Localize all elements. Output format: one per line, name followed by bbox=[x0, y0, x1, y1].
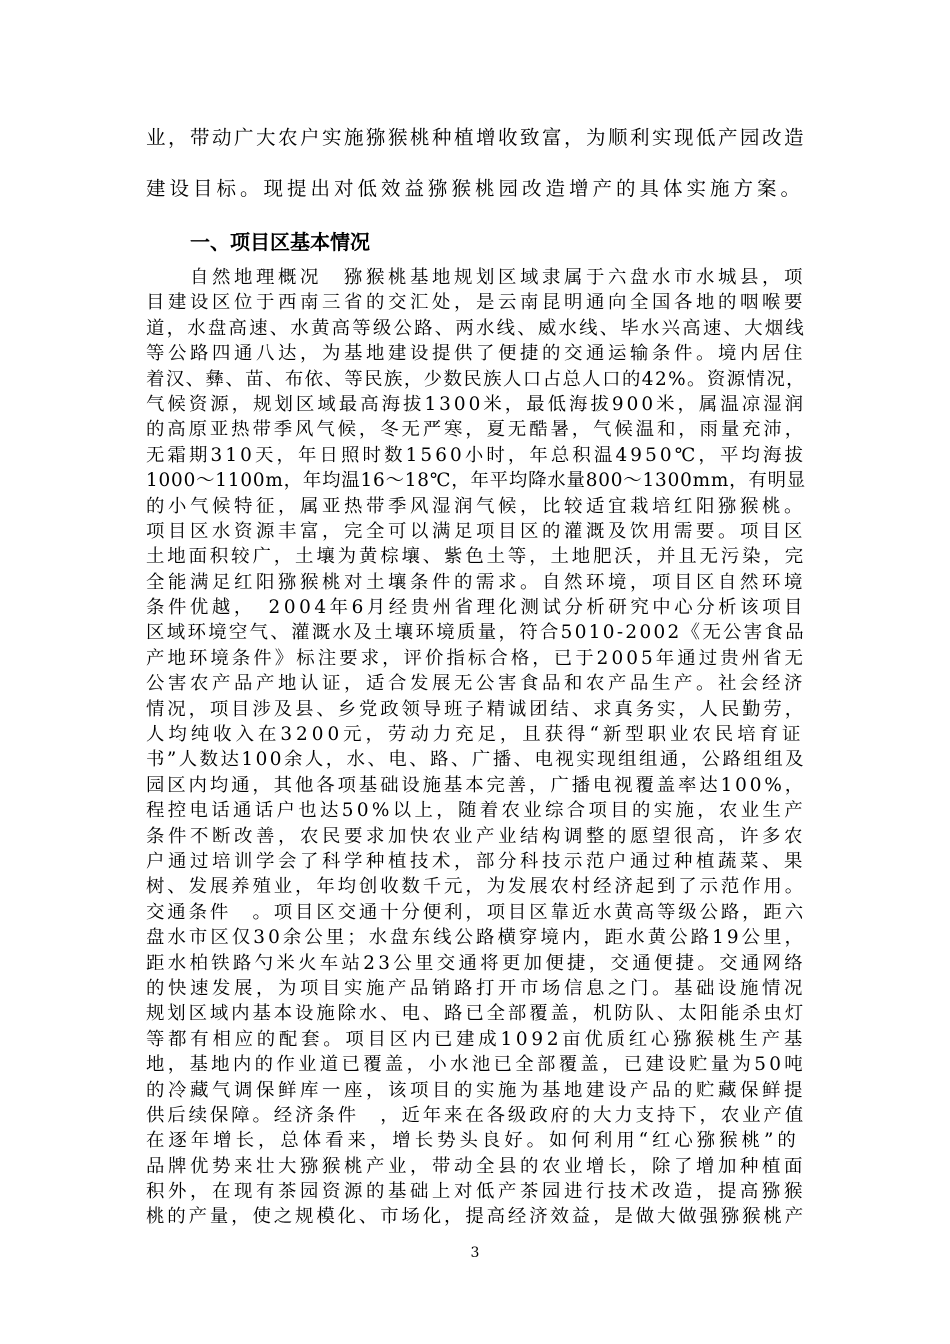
body-line: 盘水市区仅30余公里；水盘东线公路横穿境内，距水黄公路19公里， bbox=[146, 927, 806, 949]
body-line: 道，水盘高速、水黄高等级公路、两水线、威水线、毕水兴高速、大烟线 bbox=[146, 317, 806, 339]
body-line: 地，基地内的作业道已覆盖，小水池已全部覆盖，已建设贮量为50吨 bbox=[146, 1054, 806, 1076]
body-line: 户通过培训学会了科学种植技术，部分科技示范户通过种植蔬菜、果 bbox=[146, 850, 806, 872]
body-line: 的高原亚热带季风气候，冬无严寒，夏无酷暑，气候温和，雨量充沛， bbox=[146, 419, 806, 441]
body-line: 积外，在现有茶园资源的基础上对低产茶园进行技术改造，提高猕猴 bbox=[146, 1181, 806, 1203]
body-line: 情况，项目涉及县、乡党政领导班子精诚团结、求真务实，人民勤劳， bbox=[146, 698, 806, 720]
body-line: 气候资源，规划区域最高海拔1300米，最低海拔900米，属温凉湿润 bbox=[146, 393, 806, 415]
body-line: 自然地理概况 猕猴桃基地规划区域隶属于六盘水市水城县，项 bbox=[190, 267, 806, 288]
body-line: 无霜期310天，年日照时数1560小时，年总积温4950℃，平均海拔 bbox=[146, 444, 806, 466]
body-line: 规划区域内基本设施除水、电、路已全部覆盖，机防队、太阳能杀虫灯 bbox=[146, 1003, 806, 1025]
body-line: 的快速发展，为项目实施产品销路打开市场信息之门。基础设施情况 bbox=[146, 977, 806, 999]
body-line: 区域环境空气、灌溉水及土壤环境质量，符合5010-2002《无公害食品 bbox=[146, 622, 806, 644]
body-line: 条件不断改善，农民要求加快农业产业结构调整的愿望很高，许多农 bbox=[146, 825, 806, 847]
body-line: 的冷藏气调保鲜库一座，该项目的实施为基地建设产品的贮藏保鲜提 bbox=[146, 1079, 806, 1101]
body-line: 程控电话通话户也达50%以上，随着农业综合项目的实施，农业生产 bbox=[146, 800, 806, 822]
page-number: 3 bbox=[470, 1245, 480, 1261]
body-line: 条件优越， 2004年6月经贵州省理化测试分析研究中心分析该项目 bbox=[146, 597, 806, 619]
body-paragraph bbox=[146, 265, 806, 1230]
body-line: 的小气候特征，属亚热带季风湿润气候，比较适宜栽培红阳猕猴桃。 bbox=[146, 495, 806, 517]
body-line: 园区内均通，其他各项基础设施基本完善，广播电视覆盖率达100%， bbox=[146, 774, 806, 796]
body-line: 交通条件 。项目区交通十分便利，项目区靠近水黄高等级公路，距六 bbox=[146, 901, 806, 923]
body-line: 着汉、彝、苗、布依、等民族，少数民族人口占总人口的42%。资源情况， bbox=[146, 368, 806, 390]
body-line: 品牌优势来壮大猕猴桃产业，带动全县的农业增长，除了增加种植面 bbox=[146, 1155, 806, 1177]
body-line: 距水柏铁路勺米火车站23公里交通将更加便捷，交通便捷。交通网络 bbox=[146, 952, 806, 974]
body-line: 树、发展养殖业，年均创收数千元，为发展农村经济起到了示范作用。 bbox=[146, 876, 806, 898]
section-heading: 一、项目区基本情况 bbox=[190, 230, 370, 254]
body-line: 等公路四通八达，为基地建设提供了便捷的交通运输条件。境内居住 bbox=[146, 343, 806, 365]
body-line: 土地面积较广，土壤为黄棕壤、紫色土等，土地肥沃，并且无污染，完 bbox=[146, 546, 806, 568]
body-line: 公害农产品产地认证，适合发展无公害食品和农产品生产。社会经济 bbox=[146, 673, 806, 695]
body-line: 供后续保障。经济条件 ，近年来在各级政府的大力支持下，农业产值 bbox=[146, 1104, 806, 1126]
body-line: 项目区水资源丰富，完全可以满足项目区的灌溉及饮用需要。项目区 bbox=[146, 520, 806, 542]
body-line: 1000～1100m，年均温16～18℃，年平均降水量800～1300mm，有明显 bbox=[146, 470, 806, 492]
body-line: 书”人数达100余人，水、电、路、广播、电视实现组组通，公路组组及 bbox=[146, 749, 806, 771]
body-line: 在逐年增长，总体看来，增长势头良好。如何利用“红心猕猴桃”的 bbox=[146, 1130, 800, 1152]
intro-line-1: 业，带动广大农户实施猕猴桃种植增收致富，为顺利实现低产园改造 bbox=[146, 126, 806, 149]
intro-line-2: 建设目标。现提出对低效益猕猴桃园改造增产的具体实施方案。 bbox=[146, 177, 805, 200]
body-line: 人均纯收入在3200元，劳动力充足，且获得“新型职业农民培育证 bbox=[146, 724, 805, 746]
body-line: 桃的产量，使之规模化、市场化，提高经济效益，是做大做强猕猴桃产 bbox=[146, 1206, 806, 1228]
body-line: 全能满足红阳猕猴桃对土壤条件的需求。自然环境，项目区自然环境 bbox=[146, 571, 806, 593]
body-line: 等都有相应的配套。项目区内已建成1092亩优质红心猕猴桃生产基 bbox=[146, 1028, 806, 1050]
body-line: 产地环境条件》标注要求，评价指标合格，已于2005年通过贵州省无 bbox=[146, 647, 806, 669]
body-line: 目建设区位于西南三省的交汇处，是云南昆明通向全国各地的咽喉要 bbox=[146, 292, 806, 314]
